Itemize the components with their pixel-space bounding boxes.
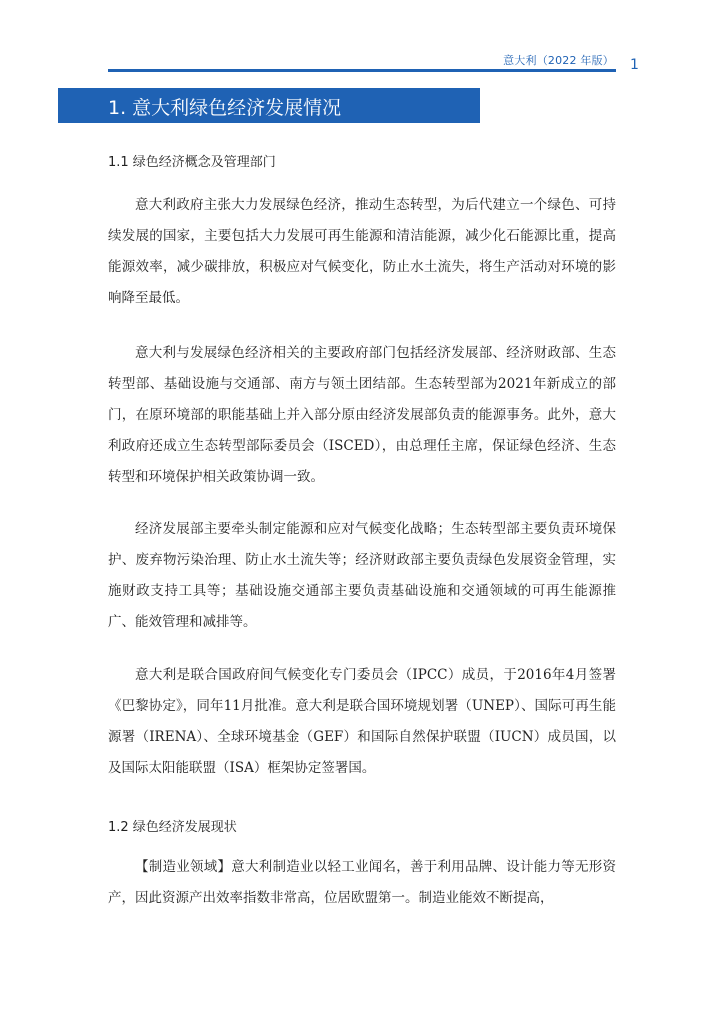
paragraph: 意大利是联合国政府间气候变化专门委员会（IPCC）成员，于2016年4月签署《巴黎协定》，同年11月批准。意大利是联合国环境规划署（UNEP）、国际可再生能源署（IRENA）、全球环境基金（GEF）和国际自然保护联盟（IUCN）成员国，以及国际太阳能联盟（ISA）框架协定签署国。 xyxy=(108,667,616,776)
paragraph: 意大利与发展绿色经济相关的主要政府部门包括经济发展部、经济财政部、生态转型部、基础设施与交通部、南方与领土团结部。生态转型部为2021年新成立的部门，在原环境部的职能基础上并入部分原由经济发展部负责的能源事务。此外，意大利政府还成立生态转型部际委员会（ISCED），由总理任主席，保证绿色经济、生态转型和环境保护相关政策协调一致。 xyxy=(108,345,616,485)
subsection-heading: 1.2 绿色经济发展现状 xyxy=(108,820,237,835)
page-number: 1 xyxy=(630,57,639,73)
section-title: 1. 意大利绿色经济发展情况 xyxy=(108,97,342,119)
header-rule xyxy=(108,69,616,72)
section-banner xyxy=(58,88,480,123)
paragraph: 【制造业领域】意大利制造业以轻工业闻名，善于利用品牌、设计能力等无形资产，因此资源产出效率指数非常高，位居欧盟第一。制造业能效不断提高， xyxy=(108,859,616,906)
paragraph: 经济发展部主要牵头制定能源和应对气候变化战略；生态转型部主要负责环境保护、废弃物污染治理、防止水土流失等；经济财政部主要负责绿色发展资金管理，实施财政支持工具等；基础设施交通部主要负责基础设施和交通领域的可再生能源推广、能效管理和减排等。 xyxy=(108,521,616,630)
paragraph: 意大利政府主张大力发展绿色经济，推动生态转型，为后代建立一个绿色、可持续发展的国家，主要包括大力发展可再生能源和清洁能源，减少化石能源比重，提高能源效率，减少碳排放，积极应对气候变化，防止水土流失，将生产活动对环境的影响降至最低。 xyxy=(108,197,616,306)
running-header: 意大利（2022 年版） xyxy=(503,54,614,67)
subsection-heading: 1.1 绿色经济概念及管理部门 xyxy=(108,155,276,170)
